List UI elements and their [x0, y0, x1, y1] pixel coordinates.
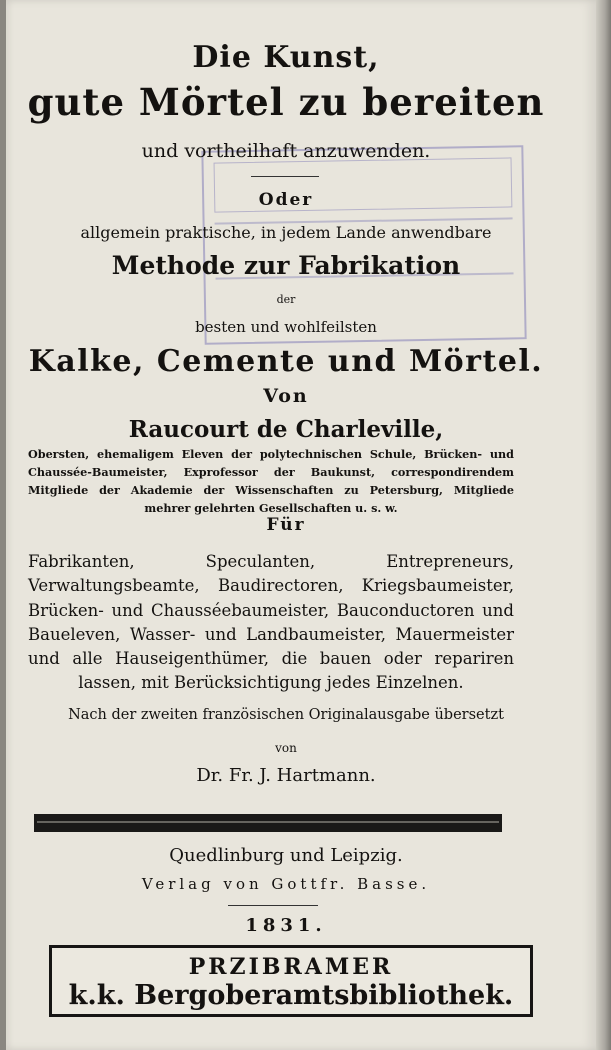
library-stamp-line-1: PRZIBRAMER [188, 954, 394, 980]
audience-list: Fabrikanten, Speculanten, Entrepreneurs, Verwaltungsbeamte, Baudirectoren, Kriegsbaumeister, Brücken- und Chausséebaumeister, Bauconductoren und Baueleven, Wasser- und Landbaumeister, Mauermeister und alle Hauseigenthümer, die bauen oder repariren lassen, mit Berücksichtigung jedes Einzelnen. [28, 552, 514, 693]
subtitle: und vortheilhaft anzuwenden. [141, 140, 431, 162]
alt-title-line-3: der [276, 293, 296, 306]
author-description: Obersten, ehemaligem Eleven der polytechnischen Schule, Brücken- und Chaussée-Baumeister, Exprofessor der Baukunst, correspondirendem Mitgliede der Akademie der Wissenschaften zu Petersburg, Mitgliede mehrer gelehrten Gesellschaften u. s. w. [28, 447, 514, 515]
library-stamp [49, 945, 533, 1017]
decorative-bar [34, 814, 502, 832]
divider-rule [251, 176, 319, 177]
publisher: Verlag von Gottfr. Basse. [141, 875, 431, 893]
publication-year: 1831. [245, 915, 327, 936]
translator-name: Dr. Fr. J. Hartmann. [196, 765, 376, 786]
von-label-2: von [275, 741, 297, 755]
divider-rule-2 [228, 905, 318, 906]
alt-title-line-4: besten und wohlfeilsten [195, 318, 377, 336]
alt-title-line-5: Kalke, Cemente und Mörtel. [28, 344, 544, 379]
fur-label: Für [266, 515, 306, 535]
page-edge [596, 0, 611, 1050]
title-line-1: Die Kunst, [192, 40, 380, 75]
von-label: Von [263, 385, 309, 407]
alt-title-line-1: allgemein praktische, in jedem Lande anwendbare [80, 223, 492, 242]
title-line-2: gute Mörtel zu bereiten [27, 80, 545, 124]
alt-title-line-2: Methode zur Fabrikation [111, 251, 461, 280]
title-page [6, 0, 596, 1050]
translation-note: Nach der zweiten französischen Originalausgabe übersetzt [68, 707, 504, 723]
library-stamp-line-2: k.k. Bergoberamtsbibliothek. [68, 980, 514, 1011]
author-name: Raucourt de Charleville, [128, 416, 444, 443]
oder-label: Oder [258, 190, 314, 210]
publication-place: Quedlinburg und Leipzig. [169, 845, 403, 866]
